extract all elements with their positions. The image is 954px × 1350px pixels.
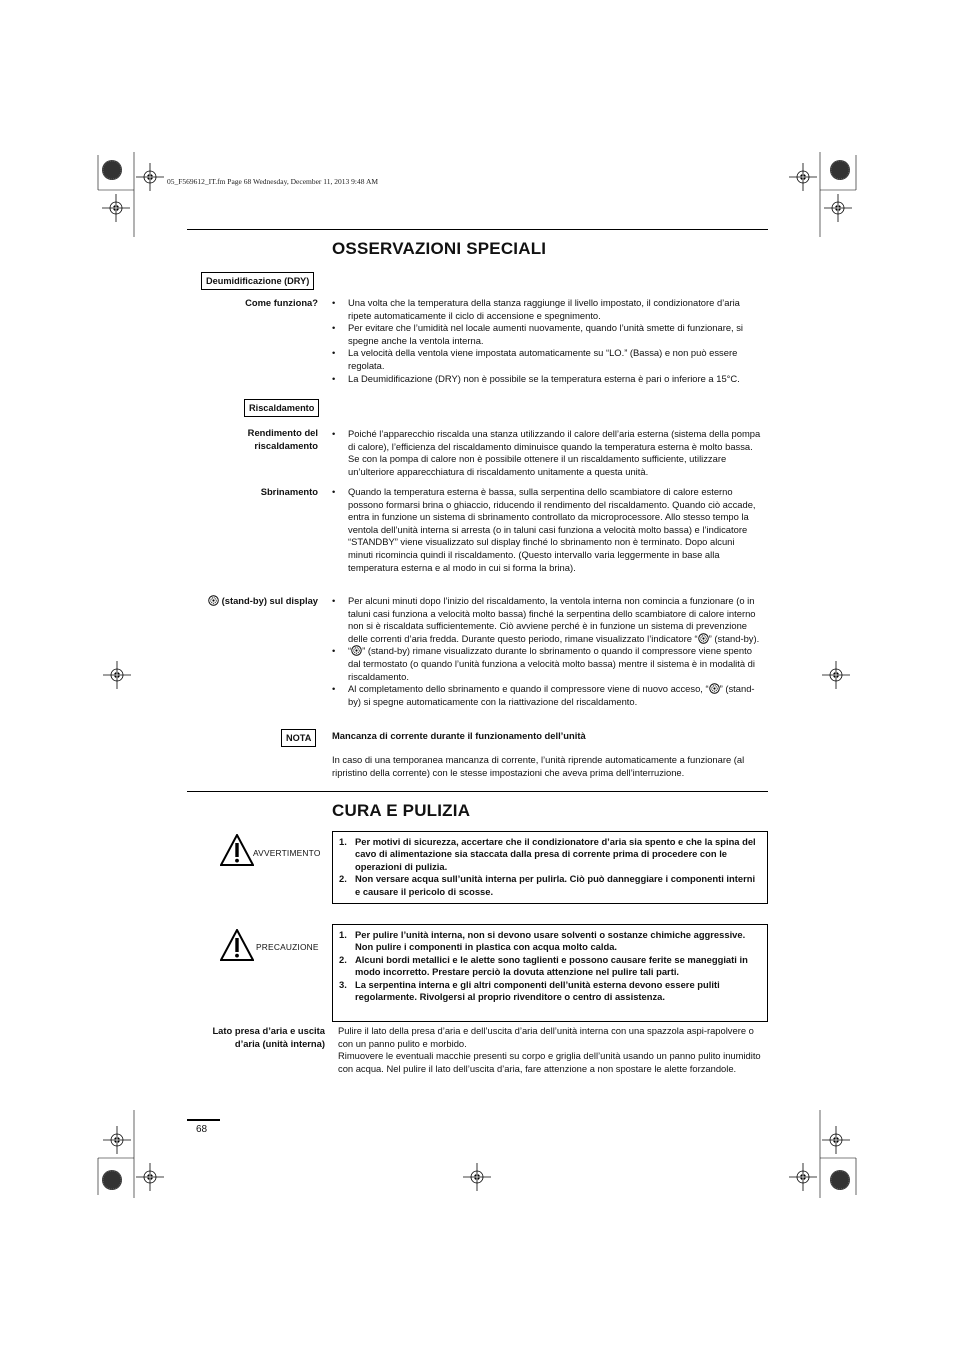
standby-b1-text-end: ” (stand-by). — [708, 632, 760, 644]
list-item — [339, 929, 761, 954]
rendimento-label: Rendimento del riscaldamento — [247, 427, 318, 451]
lato-text-1: Pulire il lato della presa d’aria e dell’uscita d’aria dell’unità interna con una spazzola aspi-rapolvere o con un panno pulito e morbido. — [338, 1025, 754, 1049]
standby-symbol-icon — [208, 595, 219, 606]
lato-label: Lato presa d’aria e uscita d’aria (unità interna) — [212, 1025, 325, 1049]
precauzione-box — [332, 924, 768, 1022]
nota-title: Mancanza di corrente durante il funzionamento dell’unità — [332, 730, 586, 741]
list-item — [332, 595, 762, 645]
standby-label-row — [187, 595, 318, 608]
mid-rule — [187, 791, 768, 792]
sbrinamento-label: Sbrinamento — [260, 486, 318, 497]
standby-b1-text: Per alcuni minuti dopo l’inizio del riscaldamento, la ventola interna non comincia a funzionare (o in taluni casi funziona a velocità molto bassa) finché la serpentina dello scambiatore di calore interno non si è riscaldata sufficientemente. Ciò avviene perché è in funzione un sistema di prevenzione delle correnti d’aria fredda. Durante questo periodo, rimane visualizzato l’indicatore “ — [348, 595, 756, 644]
caution-triangle-icon — [220, 929, 254, 961]
precauzione-label: PRECAUZIONE — [256, 942, 319, 952]
item-text: La serpentina interna e gli altri componenti dell’unità esterna devono essere puliti regolarmente. Rivolgersi al proprio rivenditore o centro di assistenza. — [355, 978, 720, 1003]
precauzione-symbol — [220, 929, 330, 963]
list-item: • Quando la temperatura esterna è bassa, sulla serpentina dello scambiatore di calore esterno possono formarsi brina o ghiaccio, riducendo il rendimento del riscaldamento. Quando ciò accade, entra in funzione un sistema di sbrinamento controllato da microprocessore. Allo stesso tempo la ventola dell’unità interna si arresta (o in taluni casi funziona a velocità molto bassa) e l’indicatore “STANDBY” viene visualizzato sul display finché lo sbrinamento non è terminato. Dopo alcuni minuti ricomincia quindi il riscaldamento. (Questo intervallo varia leggermente in base alla temperatura esterna e al modo in cui si forma la brina). — [332, 486, 762, 574]
list-item — [339, 954, 761, 979]
standby-label: (stand-by) sul display — [221, 595, 318, 606]
dry-label: Come funziona? — [245, 297, 318, 308]
nota-text: In caso di una temporanea mancanza di corrente, l’unità riprende automaticamente a funzionare (al ripristino della corrente) con le stesse impostazioni che aveva prima dell’interruzione. — [332, 754, 745, 778]
standby-b2-text-end: ” (stand-by) rimane visualizzato durante lo sbrinamento o quando il compressore viene spento dal termostato (o quando l’unità funziona a velocità molto bassa) mentre il sistema è in modalità di riscaldamento. — [348, 645, 755, 682]
list-item: • La velocità della ventola viene impostata automaticamente su “LO.” (Bassa) e non può essere regolata. — [332, 347, 762, 372]
item-number: 2. — [339, 953, 347, 965]
item-number: 3. — [339, 978, 347, 990]
standby-symbol-icon — [709, 683, 720, 694]
list-item — [339, 836, 761, 873]
standby-b3-text: Al completamento dello sbrinamento e quando il compressore viene di nuovo acceso, “ — [348, 683, 709, 695]
page-number: 68 — [196, 1124, 208, 1135]
sbrinamento-text — [332, 486, 762, 574]
item-text: Non versare acqua sull’unità interna per pulirla. Ciò può danneggiare i componenti interni e causare il pericolo di scosse. — [355, 873, 756, 897]
standby-symbol-icon — [351, 645, 362, 656]
avvertimento-label: AVVERTIMENTO — [253, 848, 321, 858]
list-item: • La Deumidificazione (DRY) non è possibile se la temperatura esterna è pari o inferiore a 15°C. — [332, 373, 762, 386]
warning-triangle-icon — [220, 834, 254, 866]
list-item — [339, 979, 761, 1004]
lato-text-2: Rimuovere le eventuali macchie presenti su corpo e griglia dell’unità usando un panno pulito inumidito con acqua. Nel pulire il lato dell’uscita d’aria, fare attenzione a non spostare le alette forzandole. — [338, 1050, 761, 1074]
precauzione-list — [339, 929, 761, 1003]
item-number: 2. — [339, 873, 347, 885]
avvertimento-symbol — [220, 834, 330, 868]
list-item: • Poiché l’apparecchio riscalda una stanza utilizzando il calore dell’aria esterna (sistema della pompa di calore), l’efficienza del riscaldamento diminuisce quando la temperatura esterna è molto bassa. Se con la pompa di calore non è possibile ottenere il un riscaldamento sufficiente, utilizzare un’ulteriore apparecchiatura di riscaldamento unitamente a questa unità. — [332, 428, 762, 478]
list-item — [332, 683, 762, 708]
top-rule — [187, 229, 768, 230]
standby-bullets — [332, 595, 762, 708]
rendimento-text — [332, 428, 762, 478]
avvertimento-box — [332, 831, 768, 904]
item-number: 1. — [339, 929, 347, 940]
standby-b2-text: “ — [348, 645, 352, 657]
standby-symbol-icon — [698, 633, 709, 644]
riscaldamento-box-label: Riscaldamento — [244, 399, 319, 417]
list-item — [332, 645, 762, 683]
page-number-rule — [187, 1119, 220, 1121]
standby-b3-text-end: ” (stand-by) si spegne automaticamente con la riattivazione del riscaldamento. — [348, 683, 755, 707]
section-title-osservazioni: OSSERVAZIONI SPECIALI — [332, 239, 547, 258]
avvertimento-list — [339, 836, 761, 898]
nota-box-label: NOTA — [281, 729, 316, 747]
list-item — [339, 873, 761, 898]
list-item: • Una volta che la temperatura della stanza raggiunge il livello impostato, il condizionatore d’aria ripete automaticamente il ciclo di accensione e spegnimento. — [332, 297, 762, 322]
item-number: 1. — [339, 836, 347, 847]
item-text: Alcuni bordi metallici e le alette sono taglienti e possono causare ferite se maneggiati in modo incorretto. Prestare perciò la dovuta attenzione nel pulire tali parti. — [355, 953, 748, 978]
dry-bullets — [332, 297, 762, 385]
item-text: Per pulire l’unità interna, non si devono usare solventi o sostanze chimiche aggressive. Non pulire i componenti in plastica con acqua molto calda. — [355, 929, 746, 953]
section-title-cura: CURA E PULIZIA — [332, 801, 471, 820]
item-text: Per motivi di sicurezza, accertare che il condizionatore d’aria sia spento e che la spina del cavo di alimentazione sia staccata dalla presa di corrente prima di procedere con le operazioni di pulizia. — [355, 836, 756, 872]
file-info-header: 05_F569612_IT.fm Page 68 Wednesday, December 11, 2013 9:48 AM — [167, 177, 379, 186]
list-item: • Per evitare che l’umidità nel locale aumenti nuovamente, quando l’unità smette di funzionare, si spegne anche la ventola interna. — [332, 322, 762, 347]
dry-box-label: Deumidificazione (DRY) — [201, 272, 314, 290]
